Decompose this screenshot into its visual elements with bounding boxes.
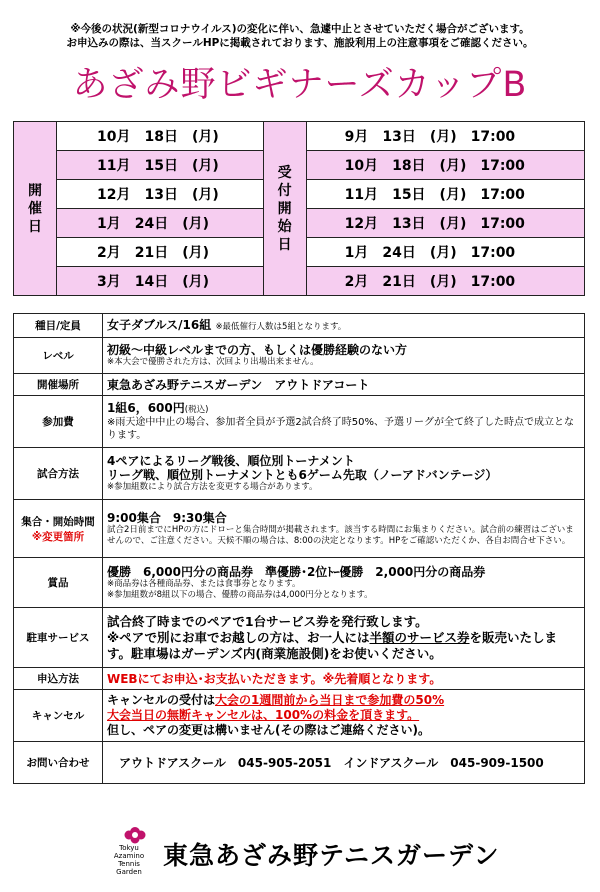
fee-value: 1組6，600円(税込) ※雨天途中中止の場合、参加者全員が予選2試合終了時50%、予選リーグが全て終了した時点で成立となります。: [103, 396, 585, 448]
parking-value: 試合終了時までのペアで1台サービス券を発行致します。 ※ペアで別にお車でお越しの方は、お一人には半額のサービス券を販売いたします。駐車場はガーデンズ内(商業施設側)をお使いください。: [103, 608, 585, 668]
event-date: 3月 14日 (月): [57, 267, 264, 296]
reception-date: 1月 24日 (月) 17:00: [306, 238, 584, 267]
logo-english: Tokyu Azamino Tennis Garden: [113, 844, 145, 876]
notice-line-1: ※今後の状況(新型コロナウイルス)の変化に伴い、急遽中止とさせていただく場合がございます。: [70, 23, 530, 35]
reception-date: 11月 15日 (月) 17:00: [306, 180, 584, 209]
reception-date: 2月 21日 (月) 17:00: [306, 267, 584, 296]
event-date: 1月 24日 (月): [57, 209, 264, 238]
cancel-label: キャンセル: [14, 690, 103, 742]
type-value: 女子ダブルス/16組 ※最低催行人数は5組となります。: [103, 314, 585, 338]
level-label: レベル: [14, 338, 103, 374]
contact-label: お問い合わせ: [14, 742, 103, 784]
event-date: 10月 18日 (月): [57, 122, 264, 151]
parking-label: 駐車サービス: [14, 608, 103, 668]
event-date: 11月 15日 (月): [57, 151, 264, 180]
prize-label: 賞品: [14, 558, 103, 608]
prize-value: 優勝 6,000円分の商品券 準優勝･2位ﾄｰ優勝 2,000円分の商品券 ※商品券は各種商品券、または食事券となります。 ※参加組数が8組以下の場合、優勝の商品券は4,000円分となります。: [103, 558, 585, 608]
info-table: [13, 313, 585, 784]
reception-date: 12月 13日 (月) 17:00: [306, 209, 584, 238]
contact-value: アウトドアスクール 045-905-2051 インドアスクール 045-909-1500: [103, 742, 585, 784]
fee-label: 参加費: [14, 396, 103, 448]
page-title: あざみ野ビギナーズカップB: [72, 65, 528, 105]
venue-label: 開催場所: [14, 374, 103, 396]
apply-label: 申込方法: [14, 668, 103, 690]
logo-text: 東急あざみ野テニスガーデン: [163, 841, 500, 870]
notice: [0, 22, 600, 50]
event-date: 2月 21日 (月): [57, 238, 264, 267]
time-value: 9:00集合 9:30集合 試合2日前までにHPの方にドローと集合時間が掲載されます。該当する時間にお集まりください。試合前の練習はございませんので、ご注意ください。天候不順の場合は、8:00の決定となります。HPをご確認いただくか、各自お問合せ下さい。: [103, 500, 585, 558]
event-date-header: 開 催 日: [14, 122, 57, 296]
type-label: 種目/定員: [14, 314, 103, 338]
reception-date-header: 受 付 開 始 日: [263, 122, 306, 296]
schedule-table: [13, 121, 585, 296]
reception-date: 9月 13日 (月) 17:00: [306, 122, 584, 151]
notice-line-2: お申込みの際は、当スクールHPに掲載されております、施設利用上の注意事項をご確認ください。: [66, 37, 534, 49]
reception-date: 10月 18日 (月) 17:00: [306, 151, 584, 180]
format-label: 試合方法: [14, 448, 103, 500]
footer-logo: [113, 825, 513, 881]
cancel-value: キャンセルの受付は大会の1週間前から当日まで参加費の50% 大会当日の無断キャンセルは、100%の料金を頂きます。 但し、ペアの変更は構いません(その際はご連絡ください)。: [103, 690, 585, 742]
event-date: 12月 13日 (月): [57, 180, 264, 209]
venue-value: 東急あざみ野テニスガーデン アウトドアコート: [103, 374, 585, 396]
apply-value: WEBにてお申込･お支払いただきます。※先着順となります。: [103, 668, 585, 690]
level-value: 初級～中級レベルまでの方、もしくは優勝経験のない方 ※本大会で優勝された方は、次回より出場出来ません。: [103, 338, 585, 374]
format-value: 4ペアによるリーグ戦後、順位別トーナメント リーグ戦、順位別トーナメントとも6ゲーム先取（ノーアドバンテージ） ※参加組数により試合方法を変更する場合があります。: [103, 448, 585, 500]
time-label: 集合・開始時間 ※変更箇所: [14, 500, 103, 558]
